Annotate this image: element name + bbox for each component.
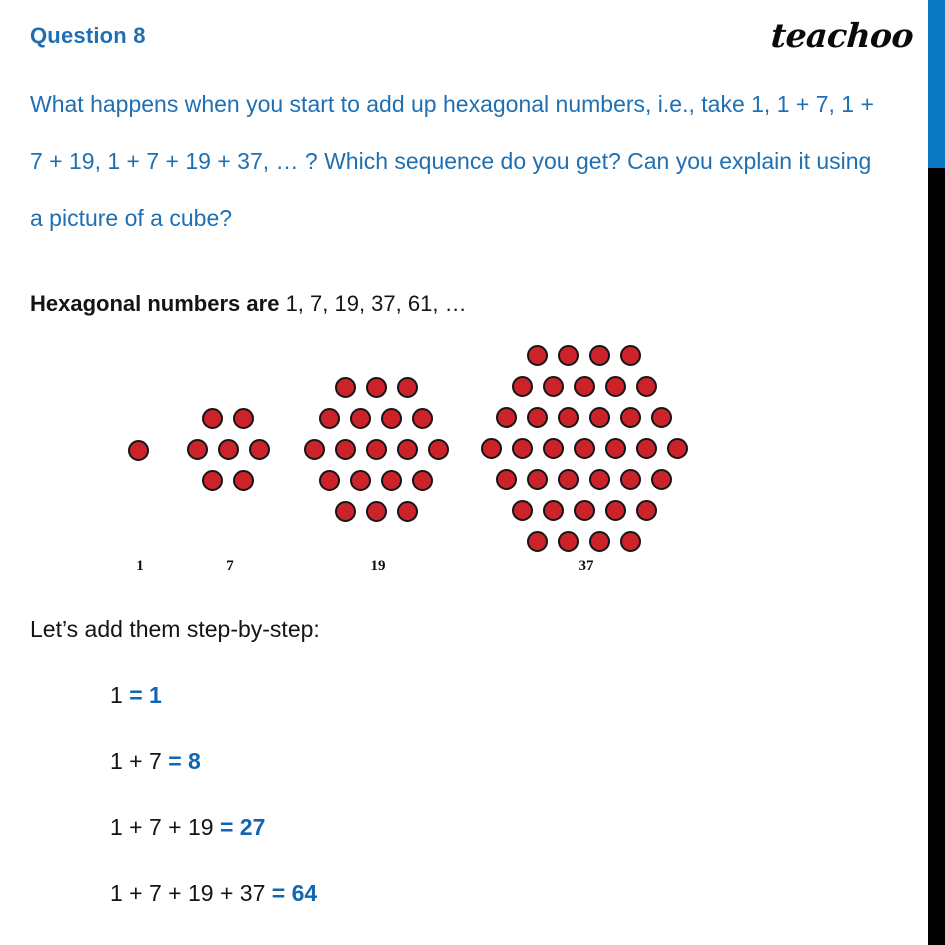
hex-dot [412,408,433,429]
hex-dot [481,438,502,459]
hex-dot [218,439,239,460]
hex-dot [605,438,626,459]
hexagonal-numbers-line [30,291,467,317]
hexagonal-dot-figures [0,345,928,580]
hex-dot [558,469,579,490]
step-expression: 1 [110,682,130,708]
hex-dot [350,470,371,491]
hex-figure-label: 7 [226,558,234,574]
hex-figure-label: 1 [136,558,144,574]
hex-dot [304,439,325,460]
hex-dot [397,439,418,460]
hex-dot [651,469,672,490]
hex-dot [636,376,657,397]
hex-dot [574,376,595,397]
hex-figure-label: 19 [370,558,386,574]
step-line [110,748,201,775]
hex-dot [543,438,564,459]
hex-dot [233,408,254,429]
hex-dot [335,501,356,522]
hex-dot [589,469,610,490]
step-line [110,682,162,709]
hex-dot [366,439,387,460]
hex-dot [233,470,254,491]
hex-dot [397,501,418,522]
hex-dot [381,408,402,429]
hex-dot [319,470,340,491]
hex-dot [412,470,433,491]
step-line [110,814,265,841]
hex-dot [636,438,657,459]
hex-dot [512,438,533,459]
hex-dot [620,531,641,552]
step-result: = 27 [219,814,266,840]
hex-dot [366,377,387,398]
hex-dot [128,440,149,461]
hex-dot [527,345,548,366]
hex-dot [512,500,533,521]
hex-dot [543,500,564,521]
question-text: What happens when you start to add up hexagonal numbers, i.e., take 1, 1 + 7, 1 + 7 + 19, 1 + 7 + 19 + 37, … ? Which sequence do you get? Can you explain it using a picture of a cube? [30,91,874,231]
hex-dot [187,439,208,460]
hex-figure-label: 37 [578,558,594,574]
hex-dot [589,531,610,552]
hex-dot [496,469,517,490]
hex-dot [512,376,533,397]
hex-dot [589,345,610,366]
hex-dot [527,407,548,428]
hex-dot [620,469,641,490]
page-title: Question 8 [30,23,146,48]
hex-dot [605,376,626,397]
hex-dot [589,407,610,428]
step-result: = 1 [129,682,162,708]
hex-dot [202,470,223,491]
hex-dot [574,500,595,521]
step-line [110,880,317,907]
step-result: = 64 [271,880,318,906]
step-result: = 8 [168,748,201,774]
hex-dot [558,345,579,366]
hex-dot [636,500,657,521]
hex-dot [558,531,579,552]
hex-dot [605,500,626,521]
hex-dot [319,408,340,429]
hex-dot [397,377,418,398]
hexagonal-numbers-values: 1, 7, 19, 37, 61, … [285,291,467,316]
step-expression: 1 + 7 + 19 [110,814,220,840]
hex-dot [335,377,356,398]
hex-dot [496,407,517,428]
hex-dot [428,439,449,460]
step-expression: 1 + 7 + 19 + 37 [110,880,272,906]
hex-dot [620,345,641,366]
hex-dot [543,376,564,397]
hex-dot [558,407,579,428]
hex-dot [620,407,641,428]
step-expression: 1 + 7 [110,748,169,774]
hex-dot [667,438,688,459]
hex-dot [202,408,223,429]
hex-dot [527,469,548,490]
hex-dot [574,438,595,459]
hex-dot [249,439,270,460]
hex-dot [651,407,672,428]
hex-dot [350,408,371,429]
hex-dot [527,531,548,552]
right-edge-black-bar [928,168,945,945]
hex-dot [335,439,356,460]
hex-dot [381,470,402,491]
hex-dot [366,501,387,522]
hexagonal-numbers-label: Hexagonal numbers are [30,291,280,316]
steps-heading: Let’s add them step-by-step: [30,616,320,642]
teachoo-logo: teachoo [769,16,915,55]
right-edge-blue-bar [928,0,945,168]
